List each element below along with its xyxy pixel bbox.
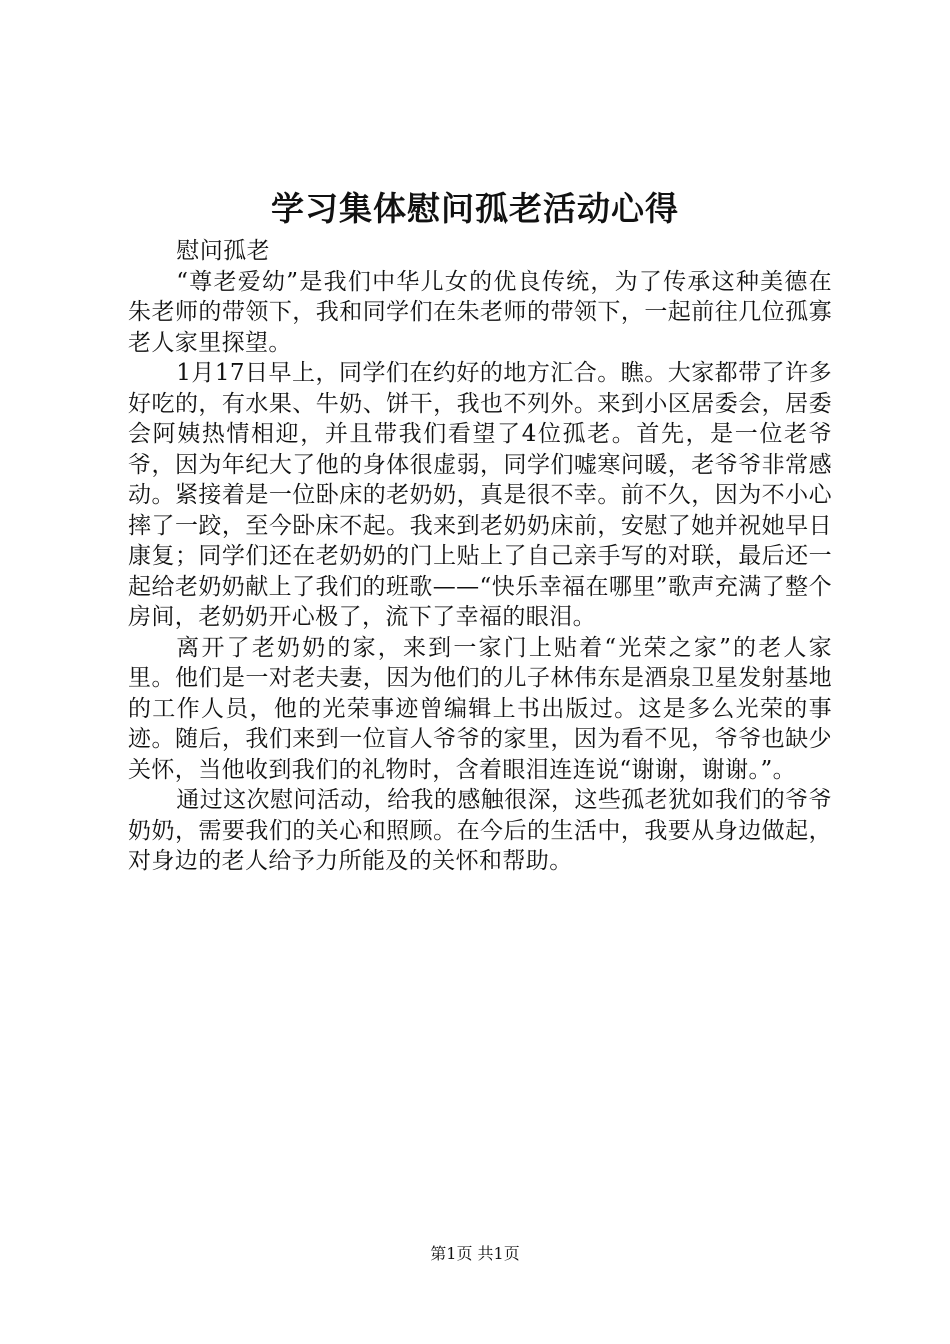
document-body bbox=[128, 236, 832, 877]
paragraph-conclusion: 通过这次慰问活动，给我的感触很深，这些孤老犹如我们的爷爷奶奶，需要我们的关心和照顾。在今后的生活中，我要从身边做起，对身边的老人给予力所能及的关怀和帮助。 bbox=[128, 787, 832, 874]
paragraph-visit: 1月17日早上，同学们在约好的地方汇合。瞧。大家都带了许多好吃的，有水果、牛奶、饼干，我也不列外。来到小区居委会，居委会阿姨热情相迎，并且带我们看望了4位孤老。首先，是一位老爷爷，因为年纪大了他的身体很虚弱，同学们嘘寒问暖，老爷爷非常感动。紧接着是一位卧床的老奶奶，真是很不幸。前不久，因为不小心摔了一跤，至今卧床不起。我来到老奶奶床前，安慰了她并祝她早日康复；同学们还在老奶奶的门上贴上了自己亲手写的对联，最后还一起给老奶奶献上了我们的班歌——“快乐幸福在哪里”歌声充满了整个房间，老奶奶开心极了，流下了幸福的眼泪。 bbox=[128, 360, 832, 630]
page-footer: 第1页 共1页 bbox=[430, 1244, 520, 1263]
paragraph-subtitle: 慰问孤老 bbox=[176, 238, 270, 264]
paragraph-intro: “尊老爱幼”是我们中华儿女的优良传统，为了传承这种美德在朱老师的带领下，我和同学们在朱老师的带领下，一起前往几位孤寡老人家里探望。 bbox=[128, 268, 832, 356]
paragraph-honor-family: 离开了老奶奶的家，来到一家门上贴着“光荣之家”的老人家里。他们是一对老夫妻，因为他们的儿子林伟东是酒泉卫星发射基地的工作人员，他的光荣事迹曾编辑上书出版过。这是多么光荣的事迹。随后，我们来到一位盲人爷爷的家里，因为看不见，爷爷也缺少关怀，当他收到我们的礼物时，含着眼泪连连说“谢谢，谢谢。”。 bbox=[128, 634, 832, 783]
document-title: 学习集体慰问孤老活动心得 bbox=[271, 189, 679, 228]
